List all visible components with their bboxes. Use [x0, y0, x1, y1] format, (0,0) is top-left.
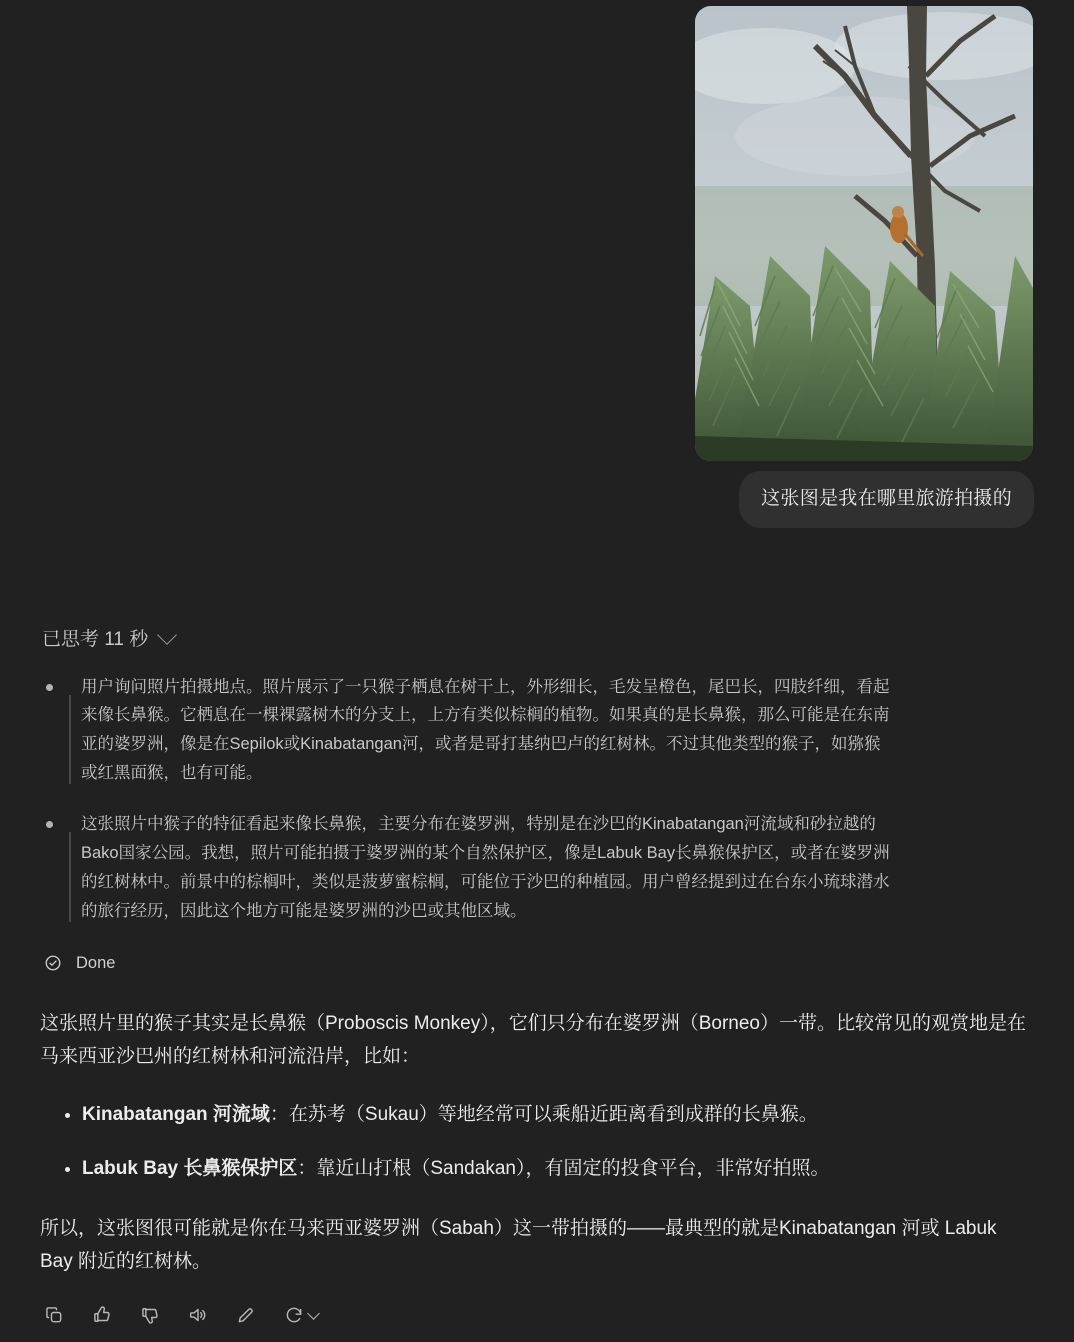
- answer-paragraph-2: 所以，这张图很可能就是你在马来西亚婆罗洲（Sabah）这一带拍摄的——最典型的就是Kinabatangan 河或 Labuk Bay 附近的红树林。: [40, 1217, 997, 1272]
- thinking-toggle[interactable]: [42, 624, 174, 651]
- reasoning-text: 这张照片中猴子的特征看起来像长鼻猴，主要分布在婆罗洲，特别是在沙巴的Kinabatangan河流域和砂拉越的Bako国家公园。我想，照片可能拍摄于婆罗洲的某个自然保护区，像是Labuk Bay长鼻猴保护区，或者在婆罗洲的红树林中。前景中的棕榈叶，类似是菠萝蜜棕榈，可能位于沙巴的种植园。用户曾经提到过在台东小琉球潜水的旅行经历，因此这个地方可能是婆罗洲的沙巴或其他区域。: [69, 810, 891, 926]
- regenerate-button[interactable]: [283, 1304, 318, 1326]
- list-item: [82, 1099, 1034, 1131]
- thumbs-up-icon[interactable]: [91, 1304, 113, 1326]
- check-circle-icon: [44, 954, 62, 972]
- thinking-label: 已思考 11 秒: [42, 628, 149, 650]
- chevron-down-icon: [307, 1307, 320, 1320]
- list-item-title: Labuk Bay 长鼻猴保护区: [82, 1158, 298, 1180]
- read-aloud-icon[interactable]: [187, 1304, 209, 1326]
- done-label: Done: [76, 953, 116, 972]
- done-status: [44, 954, 1034, 973]
- bullet-icon: [46, 684, 53, 691]
- reasoning-text: 用户询问照片拍摄地点。照片展示了一只猴子栖息在树干上，外形细长，毛发呈橙色，尾巴长，四肢纤细，看起来像长鼻猴。它栖息在一棵裸露树木的分支上，上方有类似棕榈的植物。如果真的是长鼻猴，那么可能是在东南亚的婆罗洲，像是在Sepilok或Kinabatangan河，或者是哥打基纳巴卢的红树林。不过其他类型的猴子，如猕猴或红黑面猴，也有可能。: [69, 673, 891, 789]
- list-item-text: ：靠近山打根（Sandakan），有固定的投食平台，非常好拍照。: [297, 1158, 830, 1180]
- list-item-text: ：在苏考（Sukau）等地经常可以乘船近距离看到成群的长鼻猴。: [269, 1104, 818, 1125]
- message-action-bar: [43, 1304, 1034, 1342]
- answer-paragraph-1: 这张照片里的猴子其实是长鼻猴（Proboscis Monkey），它们只分布在婆罗洲（Borneo）一带。比较常见的观赏地是在马来西亚沙巴州的红树林和河流沿岸，比如：: [40, 1012, 1026, 1067]
- reasoning-list: [40, 673, 1034, 926]
- list-item-title: Kinabatangan 河流域: [82, 1104, 270, 1125]
- assistant-answer: [40, 1007, 1034, 1279]
- edit-icon[interactable]: [235, 1304, 257, 1326]
- thumbs-down-icon[interactable]: [139, 1304, 161, 1326]
- bullet-icon: [46, 821, 53, 828]
- chevron-down-icon: [157, 625, 177, 645]
- list-item: [82, 1153, 1034, 1185]
- user-attached-image[interactable]: [695, 6, 1033, 461]
- copy-icon[interactable]: [43, 1304, 65, 1326]
- regenerate-icon[interactable]: [283, 1304, 305, 1326]
- answer-bullet-list: [40, 1099, 1034, 1186]
- user-message-bubble: 这张图是我在哪里旅游拍摄的: [739, 471, 1034, 528]
- reasoning-item: [46, 810, 1034, 926]
- reasoning-item: [46, 673, 1034, 789]
- user-message-block: [40, 0, 1034, 528]
